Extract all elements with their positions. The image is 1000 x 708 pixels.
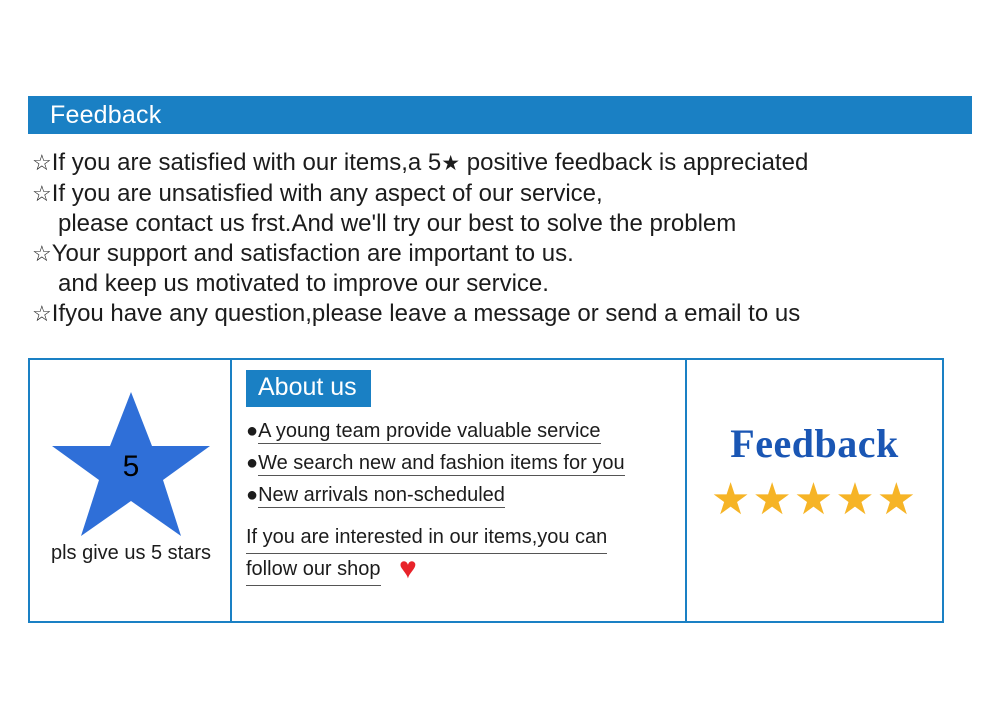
bullet-icon: ● xyxy=(246,452,259,474)
star-filled-icon: ★ xyxy=(441,152,461,175)
about-item xyxy=(246,480,505,511)
note-text: Your support and satisfaction are important to us. xyxy=(51,240,574,267)
about-item-label: New arrivals non-scheduled xyxy=(258,484,505,506)
note-line xyxy=(32,179,972,209)
note-line xyxy=(32,269,972,299)
note-text-tail: positive feedback is appreciated xyxy=(460,149,809,176)
bullet-icon: ● xyxy=(246,484,259,506)
list-item xyxy=(246,448,676,480)
bottom-panel xyxy=(28,358,944,623)
feedback-header-bar xyxy=(28,96,972,134)
star-caption: pls give us 5 stars xyxy=(50,542,212,564)
follow-shop-line2: follow our shop xyxy=(246,554,381,586)
about-us-badge: About us xyxy=(246,370,371,407)
note-line xyxy=(32,209,972,239)
list-item xyxy=(246,480,676,512)
panel-column-rating xyxy=(30,360,232,621)
panel-column-about xyxy=(232,360,687,621)
about-item xyxy=(246,416,601,447)
about-us-list xyxy=(246,416,676,512)
five-star-icons: ★★★★★ xyxy=(710,475,919,524)
note-text: If you are unsatisfied with any aspect of our service, xyxy=(51,180,603,207)
star-outline-icon: ☆ xyxy=(32,301,52,326)
note-text: If you are satisfied with our items,a 5 xyxy=(51,149,442,176)
star-outline-icon: ☆ xyxy=(32,181,52,206)
page-title: Feedback xyxy=(50,100,162,129)
note-line xyxy=(32,299,972,329)
feedback-wordmark: Feedback xyxy=(730,421,899,466)
follow-shop-text xyxy=(246,522,676,586)
note-text: and keep us motivated to improve our service. xyxy=(58,270,549,297)
heart-icon: ♥ xyxy=(398,552,417,585)
note-line xyxy=(32,148,972,179)
star-outline-icon: ☆ xyxy=(32,241,52,266)
star-rating-number: 5 xyxy=(122,450,140,483)
notes-list xyxy=(32,148,972,329)
note-text: Ifyou have any question,please leave a message or send a email to us xyxy=(51,300,801,327)
note-line xyxy=(32,239,972,269)
about-item-label: We search new and fashion items for you xyxy=(258,452,625,474)
about-item xyxy=(246,448,625,479)
list-item xyxy=(246,416,676,448)
about-item-label: A young team provide valuable service xyxy=(258,420,601,442)
note-text: please contact us frst.And we'll try our best to solve the problem xyxy=(58,210,737,237)
follow-shop-line1: If you are interested in our items,you can xyxy=(246,522,607,554)
star-outline-icon: ☆ xyxy=(32,150,52,175)
big-star-graphic xyxy=(48,388,214,538)
bullet-icon: ● xyxy=(246,420,259,442)
panel-column-feedback xyxy=(687,360,942,621)
